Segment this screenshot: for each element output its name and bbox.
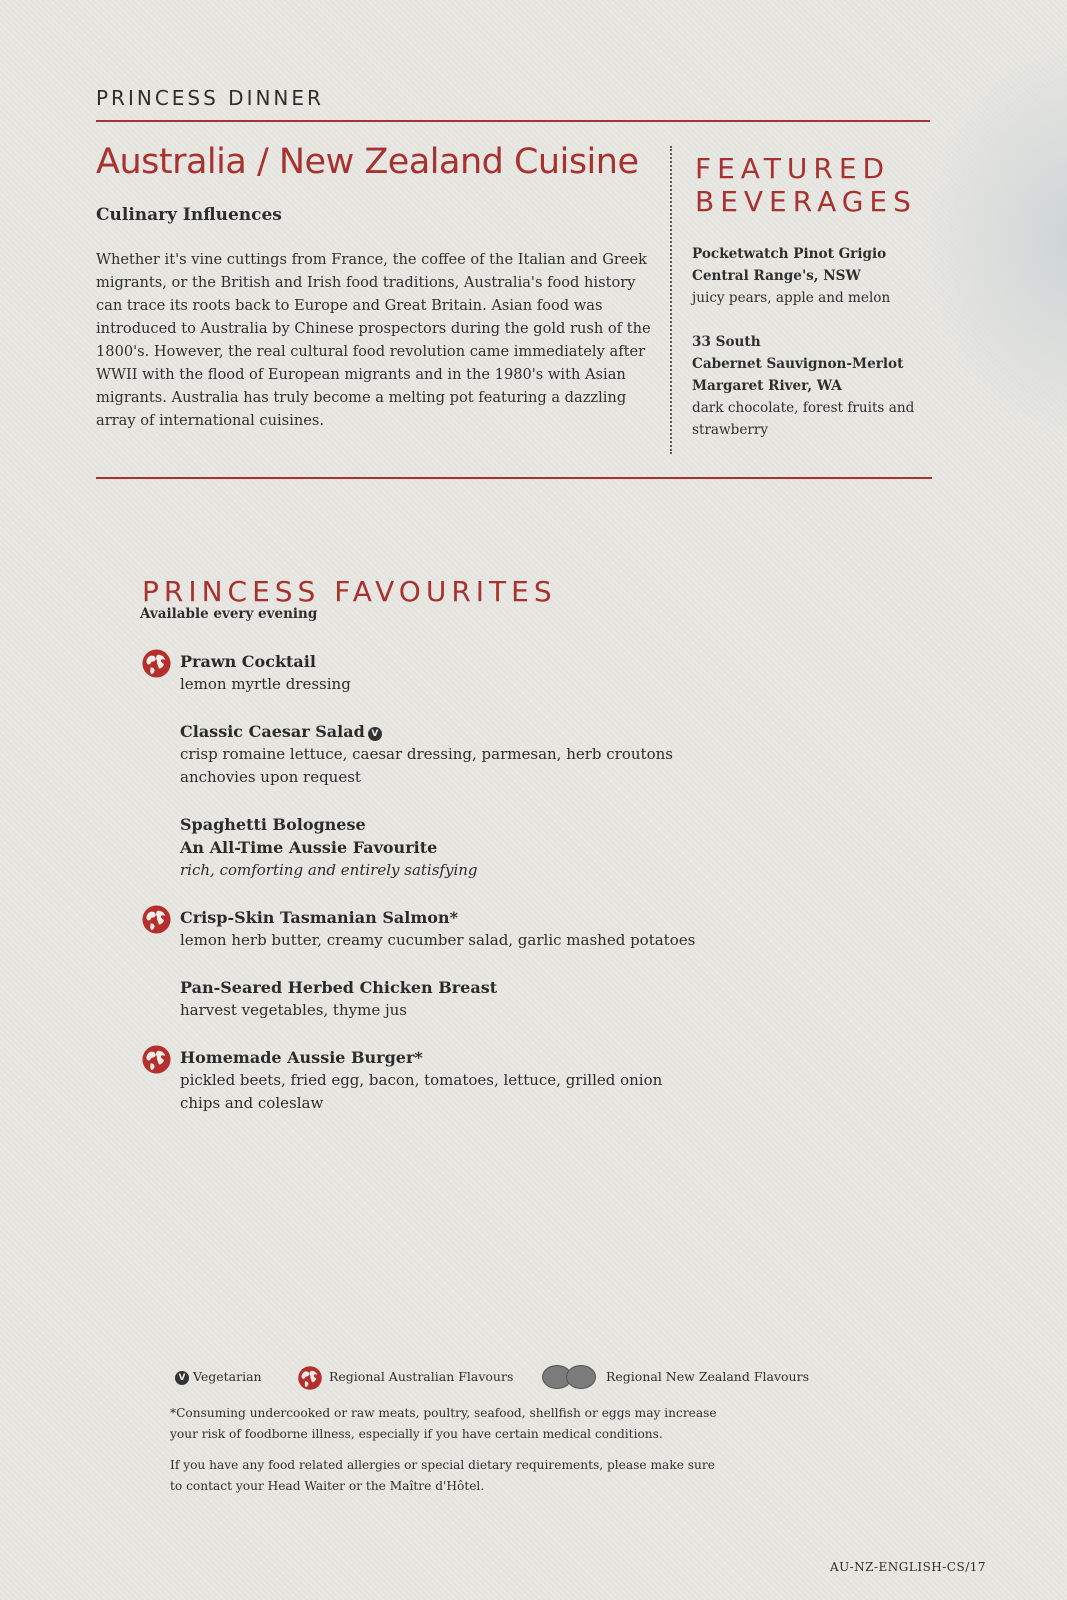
globe-icon [297,1365,323,1391]
nz-seal-icon [566,1365,596,1389]
beverage-name: 33 South [692,334,761,350]
dish-description: lemon herb butter, creamy cucumber salad, garlic mashed potatoes [180,931,696,949]
beverage-notes: juicy pears, apple and melon [692,290,891,306]
dish-description: lemon myrtle dressing [180,675,351,693]
top-rule [96,120,930,122]
menu-notes [170,1403,730,1507]
dish-description-extra: chips and coleslaw [180,1094,324,1112]
beverage-notes: dark chocolate, forest fruits and strawberry [692,400,915,438]
dish-description: harvest vegetables, thyme jus [180,1001,407,1019]
dish-name: Homemade Aussie Burger* [180,1048,423,1067]
dish-description: pickled beets, fried egg, bacon, tomatoes, lettuce, grilled onion [180,1071,663,1089]
favourites-title: PRINCESS FAVOURITES [142,575,557,608]
globe-icon [141,648,172,679]
dish-description-extra: anchovies upon request [180,768,361,786]
vegetarian-icon: V [368,727,382,741]
beverage-item [692,331,942,441]
menu-item [180,1046,740,1115]
menu-list [180,650,740,1139]
document-code: AU-NZ-ENGLISH-CS/17 [830,1560,987,1574]
menu-item [180,813,740,882]
bottom-rule [96,477,932,479]
column-divider [670,146,672,454]
consumption-warning: *Consuming undercooked or raw meats, poultry, seafood, shellfish or eggs may increase your risk of foodborne illness, especially if you have certain medical conditions. [170,1406,717,1441]
beverage-region: Margaret River, WA [692,378,842,394]
beverage-region: Central Range's, NSW [692,268,861,284]
dish-tagline: rich, comforting and entirely satisfying [180,861,478,879]
beverage-name: Pocketwatch Pinot Grigio [692,246,887,262]
globe-icon [141,904,172,935]
menu-item [180,906,740,952]
influences-body: Whether it's vine cuttings from France, the coffee of the Italian and Greek migrants, or the British and Irish food traditions, Australia's food history can trace its roots back to Europe and Great Britain. Asian food was introduced to Australia by Chinese prospectors during the gold rush of the 1800's. However, the real cultural food revolution came immediately after WWII with the flood of European migrants and in the 1980's with Asian migrants. Australia has truly become a melting pot featuring a dazzling array of international cuisines. [96,251,651,429]
legend-new-zealand-label: Regional New Zealand Flavours [606,1369,809,1384]
legend-vegetarian [172,1369,262,1385]
menu-item [180,976,740,1022]
dish-name: Crisp-Skin Tasmanian Salmon* [180,908,458,927]
dish-name: Classic Caesar Salad [180,722,365,741]
allergy-notice: If you have any food related allergies or special dietary requirements, please make sure to contact your Head Waiter or the Maître d'Hôtel. [170,1458,715,1493]
dish-name: Spaghetti Bolognese [180,815,366,834]
dish-name: Pan-Seared Herbed Chicken Breast [180,978,498,997]
cuisine-title: Australia / New Zealand Cuisine [96,142,639,182]
dish-name: Prawn Cocktail [180,652,316,671]
globe-icon [141,1044,172,1075]
menu-item [180,720,740,789]
beverage-list [692,243,942,463]
beverages-title-line2: BEVERAGES [695,185,917,218]
vegetarian-icon: V [175,1371,189,1385]
beverages-title-line1: FEATURED [695,152,891,185]
dish-description: crisp romaine lettuce, caesar dressing, parmesan, herb croutons [180,745,673,763]
legend-vegetarian-label: Vegetarian [192,1369,262,1384]
beverage-varietal: Cabernet Sauvignon-Merlot [692,356,904,372]
dish-name-row [180,720,740,743]
beverages-title [695,152,917,218]
favourites-subtitle: Available every evening [140,606,318,622]
menu-item [180,650,740,696]
influences-heading: Culinary Influences [96,205,282,225]
legend-australian-label: Regional Australian Flavours [329,1369,514,1384]
beverage-item [692,243,942,309]
menu-eyebrow: PRINCESS DINNER [96,86,324,110]
dish-subtitle: An All-Time Aussie Favourite [180,838,438,857]
